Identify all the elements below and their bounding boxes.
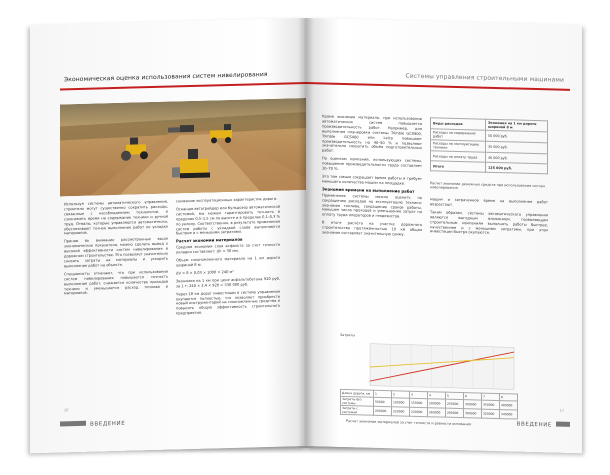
- tick-label: 340000: [500, 410, 518, 419]
- table-caption: Расчет экономии денежных средств при использовании систем нивелирования: [430, 181, 545, 190]
- tick-label: 1: [374, 390, 392, 397]
- paragraph: машин и затраченное время на выполнение работ возрастают.: [430, 197, 548, 207]
- table-cell: 50 000 руб.: [486, 130, 548, 143]
- table-cell: 35 000 руб.: [486, 141, 548, 154]
- table-row: [431, 161, 548, 174]
- tick-label: 3: [410, 391, 428, 398]
- tick-label: 100000: [392, 398, 410, 407]
- construction-site-photo: [60, 98, 306, 196]
- page-number: 17: [559, 408, 564, 413]
- brochure-spread: [30, 18, 582, 448]
- table-cell: 40 000 руб.: [486, 152, 548, 164]
- tick-label: 280000: [446, 408, 464, 417]
- left-page: [30, 18, 306, 453]
- paragraph: Средняя экономия слоя асфальта за счет точности укладки составляет: Δh = 30 мм.: [176, 242, 280, 255]
- tick-label: 250000: [446, 399, 464, 408]
- tick-label: 50000: [374, 397, 392, 406]
- paragraph: Приняв во внимание рассмотренные выше экономические показатели, можно сделать вывод о высокой эффективности систем нивелирования в дорожном строительстве. Это позволяет значительно снизить затраты на материалы и ускорить выполнение работ на объекте.: [64, 236, 168, 269]
- tick-label: 300000: [464, 409, 482, 418]
- paragraph: В итоге расчёта на участке дорожного строительства протяжённостью 10 км общая экономия составляет значительную сумму.: [322, 220, 422, 237]
- paragraph: Через 18 км дорог инвестиции в систему управления окупаются полностью, что позволяет приобрести новый инструментарий на сэкономленные средства и повысить общую эффективность строительного предприятия.: [176, 289, 280, 316]
- chart-row-label: Длина дороги, км: [341, 389, 374, 397]
- paragraph: Таким образом, системы автоматического управления являются выгодным вложением, позволяющим строительным компаниям выполнять работы быстрее, качественнее и с меньшими затратами, при этом инвестиции быстро окупаются.: [430, 210, 548, 236]
- chart-row-label: Затраты без системы: [341, 396, 374, 406]
- paragraph: Объем сэкономленного материала на 1 км дороги шириной 8 м:: [176, 255, 280, 268]
- photo-illustration: [60, 98, 306, 196]
- tick-label: 260000: [428, 408, 446, 417]
- table-cell: 125 000 руб.: [486, 162, 548, 174]
- subheading: Расчет экономии материалов: [176, 237, 243, 244]
- tick-label: 8: [500, 394, 518, 401]
- table-cell: Расходы на содержание работ: [431, 129, 486, 141]
- tick-label: 300000: [464, 400, 482, 409]
- tick-label: 200000: [374, 406, 392, 415]
- tick-label: 4: [428, 392, 446, 399]
- right-text-column-1: [322, 114, 422, 241]
- paragraph: Это тем самым сокращает время работы и требует меньшего количества машин на площадке.: [322, 174, 422, 186]
- left-text-column-2: [176, 197, 280, 320]
- tick-label: 5: [446, 392, 464, 399]
- tick-label: 350000: [482, 400, 500, 409]
- chart-data-table: [340, 389, 518, 420]
- tick-label: 320000: [482, 409, 500, 418]
- left-text-column-1: [64, 200, 168, 300]
- right-text-column-2: [430, 197, 548, 240]
- table-cell: Расходы на эксплуатацию техники: [431, 140, 486, 152]
- tick-label: 2: [392, 391, 410, 398]
- paragraph: Оснащая автогрейдер или бульдозер автоматической системой, мы можем гарантировать точность в пределах 0,5–1,5 см по высоте и в пределах 0,1–0,3 % по уклону. Соответственно, в результате применения систем работы с укладкой слоёв выполняются быстрее и с меньшими затратами.: [176, 204, 280, 236]
- footer-band: [60, 421, 86, 427]
- right-page-header: Системы управления строительными машинами: [405, 72, 564, 84]
- paragraph: снижение эксплуатационных характеристик дороги.: [176, 196, 278, 204]
- subheading: Экономия времени на выполнение работ: [322, 186, 415, 194]
- tick-label: 220000: [392, 407, 410, 416]
- paragraph: Кроме экономии материала, при использовании автоматических систем повышается производительность работ. Например, для выполнения планировки системы Trimble GCS900, Trimble GCS400 или Leica повышают производительность на 40–50 % и позволяют значительно сократить объём подготовительных работ.: [322, 114, 422, 154]
- left-page-header: Экономическая оценка использования систем нивелирования: [64, 71, 268, 84]
- tick-label: 150000: [410, 398, 428, 407]
- paragraph: Используя системы автоматического управления, строители могут существенно сократить расходы, связанные с несоблюдением технологии, и сэкономить время на содержание техники и ручной труд. Отвалы, которые управляются автоматически, обеспечивают точное выполнение работ по укладке материалов.: [64, 199, 168, 236]
- footer-band: [556, 422, 570, 427]
- chart-ylabel: Затраты: [340, 332, 356, 338]
- paragraph: Экономия на 1 км при цене асфальтобетона 920 руб. за 1 т: 240 × 2,4 × 920 ≈ 530 000 руб.: [176, 276, 280, 289]
- table-cell: Экономия на 1 км дороги шириной 8 м: [486, 119, 548, 132]
- paragraph: Специалисты отмечают, что при использовании систем нивелирования повышается точность выполнения работ, снижается количество проходов техники и уменьшается расход топлива и материалов.: [64, 269, 168, 296]
- cost-chart-svg: [340, 339, 518, 394]
- book-gutter: [298, 18, 314, 448]
- paragraph: Применение системы можно оценить по сокращению расходов на эксплуатацию техники: экономия топлива, сокращение сроков работы, меньшее число проходов и уменьшение затрат на оплату труда операторов и геодезистов.: [322, 193, 422, 219]
- tick-label: 200000: [428, 399, 446, 408]
- table-cell: Виды расходов: [431, 118, 486, 130]
- page-number: 16: [64, 408, 69, 413]
- tick-label: 7: [482, 393, 500, 400]
- formula: ΔV = 8 × 0,03 × 1000 = 240 м³: [176, 269, 234, 276]
- tick-label: 6: [464, 393, 482, 400]
- paragraph: По оценкам компаний, использующих системы, повышение производительности труда составляет 30–70 %.: [322, 156, 422, 171]
- tick-label: 400000: [500, 401, 518, 410]
- chart-caption: Расчет экономии материалов за счет точности и ровности основания: [346, 419, 472, 427]
- tick-label: 240000: [410, 407, 428, 416]
- savings-table: [430, 117, 548, 174]
- table-cell: Итого: [431, 161, 486, 172]
- table-cell: Расходы на оплату труда: [431, 151, 486, 162]
- footer-title: ВВЕДЕНИЕ: [516, 421, 552, 429]
- chart-row-label: Затраты с системой: [341, 405, 374, 415]
- footer-title: ВВЕДЕНИЕ: [90, 420, 126, 428]
- right-page: [306, 18, 582, 453]
